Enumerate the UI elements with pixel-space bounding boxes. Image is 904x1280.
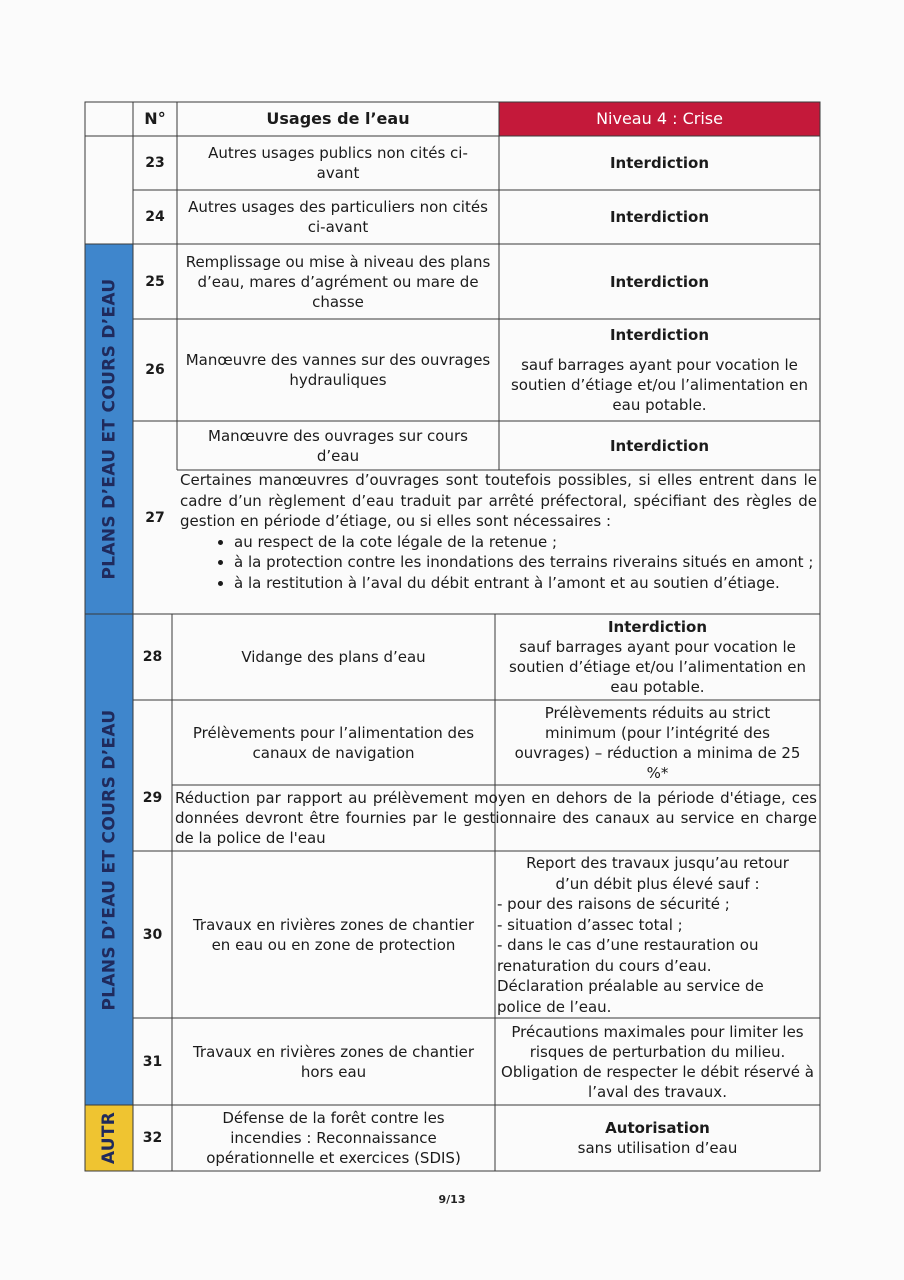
usage-cell: Autres usages publics non cités ci-avant [208,144,468,182]
rule-line: Déclaration préalable au service de [497,977,764,995]
row-number: 32 [142,1130,163,1146]
rule-cell: Prélèvements réduits au strict minimum (pour l’intégrité des ouvrages) – réduction a minima de 25 %* [514,703,801,782]
page-number: 9/13 [438,1193,466,1206]
usage-cell: Prélèvements pour l’alimentation des canaux de navigation [192,723,475,762]
usage-cell: Travaux en rivières zones de chantier en eau ou en zone de protection [192,915,475,954]
rule-line: Report des travaux jusqu’au retour [526,854,789,872]
rule-head: Autorisation [605,1119,710,1137]
rule-line: d’un débit plus élevé sauf : [555,874,760,893]
rule-cell [495,1105,820,1171]
rule-detail: sauf barrages ayant pour vocation le soutien d’étiage et/ou l’alimentation en eau potable. [510,356,809,414]
exception-list [180,532,817,594]
section-label-2: PLANS D’EAU ET COURS D’EAU [99,709,120,1010]
usage-cell: Autres usages des particuliers non cités ci-avant [188,198,488,236]
rule-cell: Interdiction [609,154,710,172]
rule-line: police de l’eau. [497,997,612,1016]
exception-intro: Certaines manœuvres d’ouvrages sont toutefois possibles, si elles entrent dans le cadre d’un règlement d’eau traduit par arrêté préfectoral, spécifiant des règles de gestion en période d’étiage, ou si elles sont nécessaires : [180,471,817,530]
rule-head: Interdiction [609,326,710,344]
rule-head: Interdiction [607,618,708,636]
exception-note [177,470,820,614]
section-label-3: AUTR [99,1111,120,1165]
row-number: 26 [145,362,165,378]
rule-cell: Interdiction [609,208,710,226]
exception-item: • au respect de la cote légale de la retenue ; [234,532,817,553]
header-crisis-level: Niveau 4 : Crise [596,109,723,128]
rule-cell: Précautions maximales pour limiter les risques de perturbation du milieu. Obligation de respecter le débit réservé à l’aval des travaux. [501,1022,814,1101]
rule-line: - pour des raisons de sécurité ; [497,895,730,913]
section-label-1: PLANS D’EAU ET COURS D’EAU [99,278,120,580]
usage-cell: Vidange des plans d’eau [241,648,426,666]
rule-cell [499,319,820,421]
rule-cell [495,614,820,700]
exception-item: • à la protection contre les inondations des terrains riverains situés en amont ; [234,552,817,573]
header-usage: Usages de l’eau [266,109,410,128]
rule-detail: sauf barrages ayant pour vocation le soutien d’étiage et/ou l’alimentation en eau potable. [508,638,807,696]
usage-cell: Manœuvre des ouvrages sur cours d’eau [208,426,468,465]
row-number: 28 [142,649,163,665]
row-number: 24 [145,209,165,225]
rule-cell [495,853,820,1018]
row-number: 29 [142,789,163,806]
rule-cell: Interdiction [609,272,710,291]
rule-line: renaturation du cours d’eau. [497,956,712,975]
row-number: 27 [145,509,165,526]
header-number: N° [144,109,166,128]
usage-cell: Travaux en rivières zones de chantier hors eau [192,1042,475,1081]
usage-cell: Manœuvre des vannes sur des ouvrages hydrauliques [185,351,491,389]
row-number: 30 [142,926,163,943]
usage-cell: Défense de la forêt contre les incendies : Reconnaissance opérationnelle et exercices (SDIS) [206,1109,461,1167]
row-number: 25 [145,273,165,290]
reduction-note: Réduction par rapport au prélèvement moyen en dehors de la période d'étiage, ces données devront être fournies par le gestionnaire des canaux au service en charge de la police de l'eau [175,789,817,847]
rule-line: - situation d’assec total ; [497,915,683,934]
row-number: 31 [142,1053,163,1070]
exception-item: • à la restitution à l’aval du débit entrant à l’amont et au soutien d’étiage. [234,573,817,594]
row-number: 23 [145,155,165,171]
rule-detail: sans utilisation d’eau [577,1139,738,1157]
usage-cell: Remplissage ou mise à niveau des plans d’eau, mares d’agrément ou mare de chasse [185,252,491,311]
rule-cell: Interdiction [609,436,710,455]
rule-line: - dans le cas d’une restauration ou [497,936,759,954]
